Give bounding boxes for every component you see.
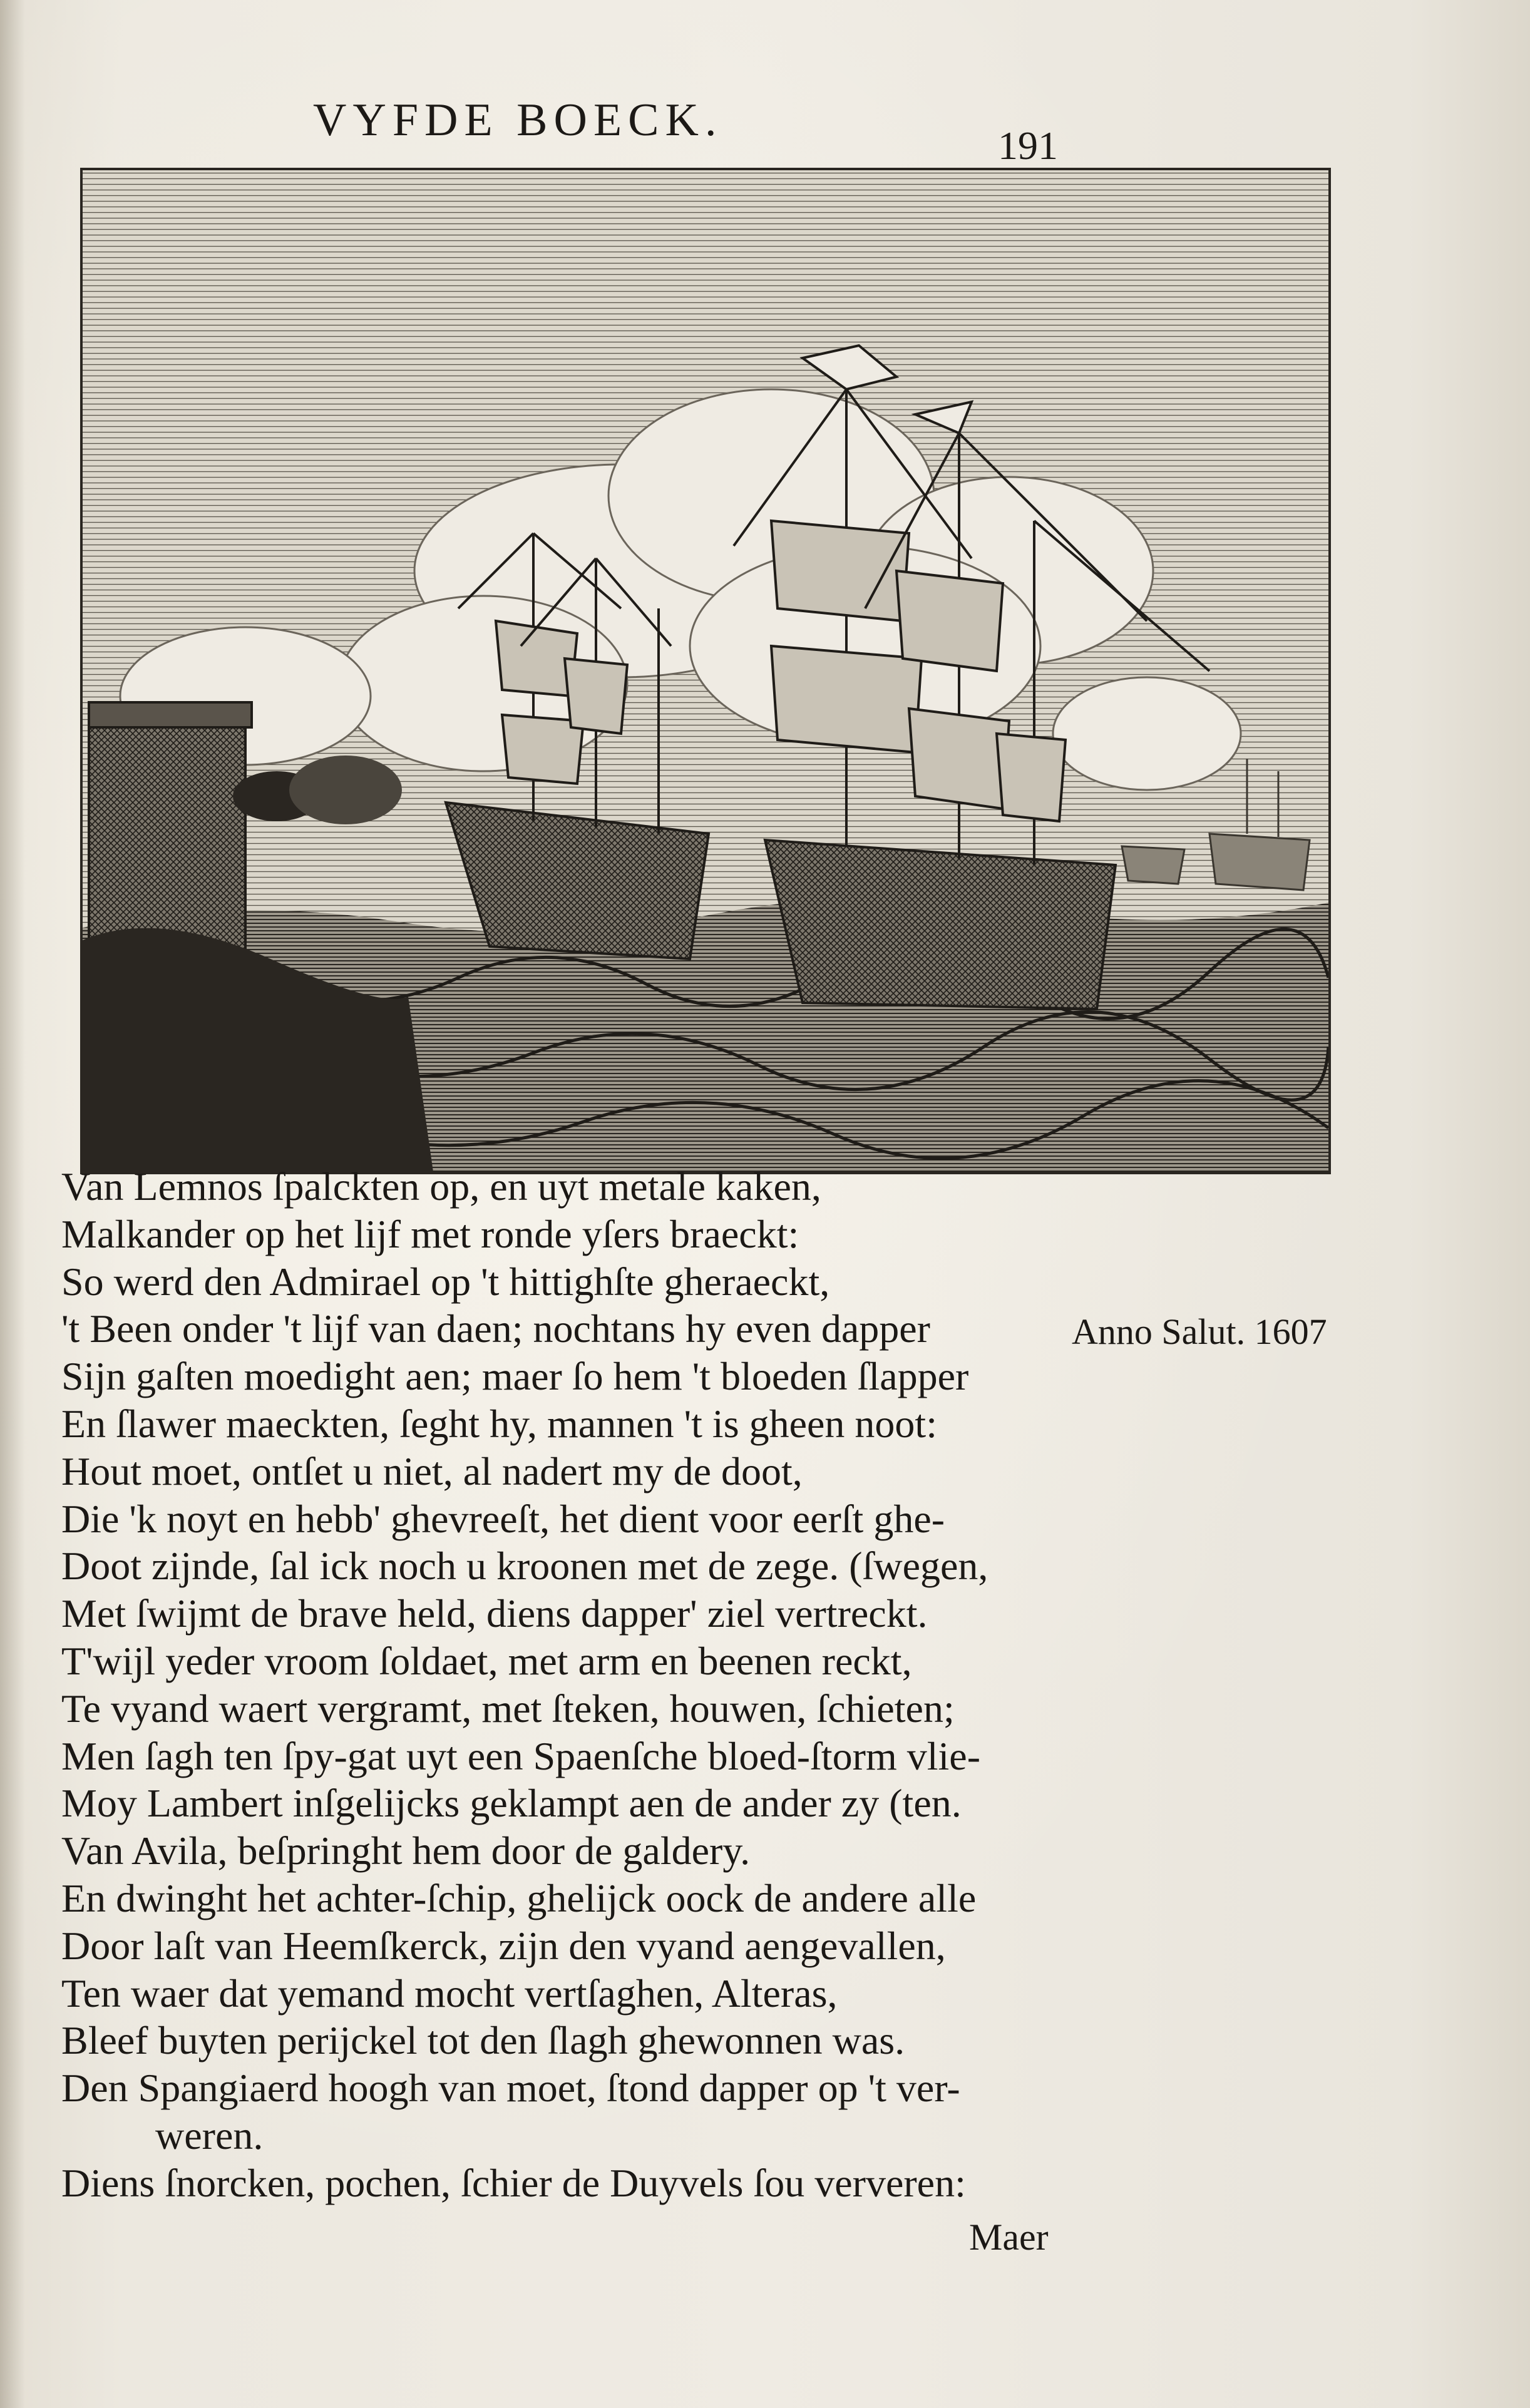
running-head: VYFDE BOECK. — [313, 95, 723, 146]
verse-line: T'wijl yeder vroom ſoldaet, met arm en beenen reckt, — [61, 1638, 912, 1683]
page-number: 191 — [998, 123, 1058, 168]
verse-line: Moy Lambert inſgelijcks geklampt aen de ander zy (ten. — [61, 1781, 962, 1826]
verse-line: So werd den Admirael op 't hittighſte gheraeckt, — [61, 1259, 830, 1304]
verse-line: En ſlawer maeckten, ſeght hy, mannen 't is gheen noot: — [61, 1401, 937, 1446]
verse-line: Sijn gaſten moedight aen; maer ſo hem 't bloeden ſlapper — [61, 1354, 969, 1399]
verse-line: Ten waer dat yemand mocht vertſaghen, Alteras, — [61, 1970, 838, 2016]
verse-block — [61, 1163, 1076, 2207]
verse-line: Die 'k noyt en hebb' ghevreeſt, het dient voor eerſt ghe- — [61, 1496, 945, 1541]
verse-line: Te vyand waert vergramt, met ſteken, houwen, ſchieten; — [61, 1686, 955, 1731]
engraving-plate — [80, 168, 1331, 1174]
naval-battle-engraving — [83, 170, 1328, 1172]
verse-line: Hout moet, ontſet u niet, al nadert my de doot, — [61, 1448, 803, 1493]
verse-line: Van Lemnos ſpalckten op, en uyt metale kaken, — [61, 1164, 821, 1209]
verse-line: weren. — [155, 2113, 264, 2158]
verse-line: Door laſt van Heemſkerck, zijn den vyand aengevallen, — [61, 1923, 946, 1968]
verse-line: 't Been onder 't lijf van daen; nochtans hy even dapper — [61, 1306, 930, 1351]
verse-line: Doot zijnde, ſal ick noch u kroonen met de zege. (ſwegen, — [61, 1544, 988, 1589]
verse-line: Diens ſnorcken, pochen, ſchier de Duyvels ſou ververen: — [61, 2160, 966, 2205]
margin-note: Anno Salut. 1607 — [1072, 1311, 1327, 1352]
verse-line: Den Spangiaerd hoogh van moet, ſtond dapper op 't ver- — [61, 2066, 960, 2111]
verse-line: Van Avila, beſpringht hem door de galdery. — [61, 1828, 751, 1873]
verse-line: Malkander op het lijf met ronde yſers braeckt: — [61, 1211, 799, 1256]
verse-line: Met ſwijmt de brave held, diens dapper' ziel vertreckt. — [61, 1591, 928, 1636]
verse-line: Bleef buyten perijckel tot den ſlagh ghewonnen was. — [61, 2018, 905, 2063]
verse-line: Men ſagh ten ſpy-gat uyt een Spaenſche bloed-ſtorm vlie- — [61, 1733, 980, 1778]
verse-line: En dwinght het achter-ſchip, ghelijck oock de andere alle — [61, 1875, 977, 1920]
catchword: Maer — [969, 2216, 1049, 2258]
gutter-shadow — [0, 0, 25, 2408]
